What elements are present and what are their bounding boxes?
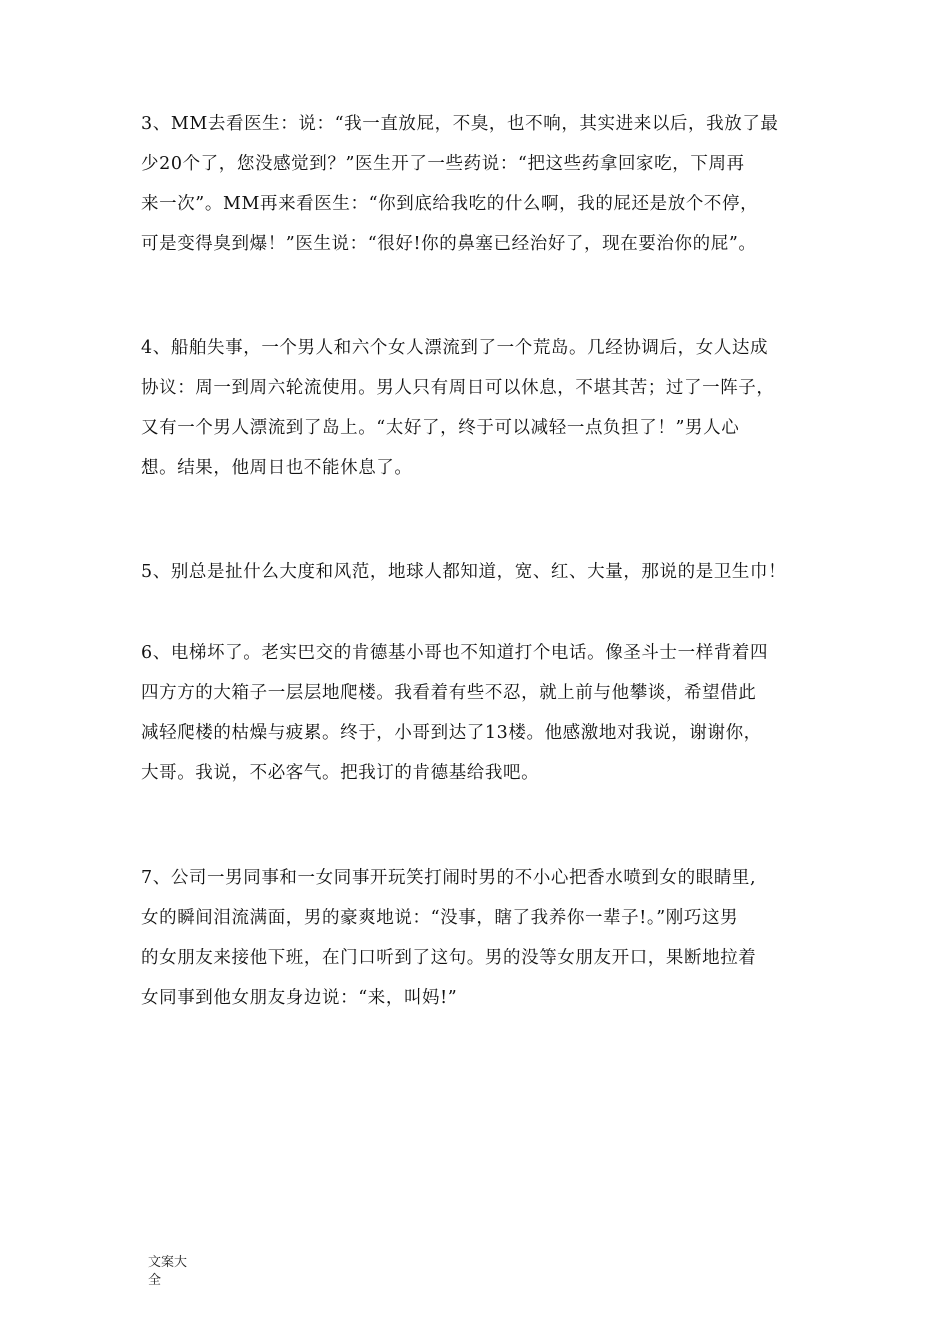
paragraph-line: 6、电梯坏了。老实巴交的肯德基小哥也不知道打个电话。像圣斗士一样背着四: [141, 643, 769, 663]
paragraph-line: 4、船舶失事，一个男人和六个女人漂流到了一个荒岛。几经协调后，女人达成: [141, 338, 769, 358]
joke-paragraph-4: [141, 328, 831, 488]
paragraph-line: 协议：周一到周六轮流使用。男人只有周日可以休息，不堪其苦；过了一阵子，: [141, 378, 775, 398]
paragraph-line: 四方方的大箱子一层层地爬楼。我看着有些不忍，就上前与他攀谈，希望借此: [141, 683, 757, 703]
paragraph-line: 女的瞬间泪流满面，男的豪爽地说：“没事，瞎了我养你一辈子!。”刚巧这男: [141, 908, 739, 928]
paragraph-line: 3、MM去看医生：说：“我一直放屁，不臭，也不响，其实进来以后，我放了最: [141, 114, 779, 134]
paragraph-line: 的女朋友来接他下班，在门口听到了这句。男的没等女朋友开口，果断地拉着: [141, 948, 757, 968]
paragraph-line: 女同事到他女朋友身边说：“来，叫妈!”: [141, 988, 458, 1008]
footer-watermark: [148, 1254, 208, 1290]
paragraph-line: 来一次”。MM再来看医生：“你到底给我吃的什么啊，我的屁还是放个不停，: [141, 194, 759, 214]
joke-paragraph-7: [141, 858, 831, 1018]
paragraph-line: 大哥。我说，不必客气。把我订的肯德基给我吧。: [141, 763, 540, 783]
footer-line: 文案大: [148, 1255, 188, 1270]
paragraph-line: 7、公司一男同事和一女同事开玩笑打闹时男的不小心把香水喷到女的眼睛里,: [141, 868, 757, 888]
paragraph-line: 又有一个男人漂流到了岛上。“太好了，终于可以减轻一点负担了！”男人心: [141, 418, 740, 438]
joke-paragraph-5: [141, 552, 831, 592]
paragraph-line: 可是变得臭到爆！”医生说：“很好!你的鼻塞已经治好了，现在要治你的屁”。: [141, 234, 757, 254]
paragraph-line: 5、别总是扯什么大度和风范，地球人都知道，宽、红、大量，那说的是卫生巾！: [141, 562, 787, 582]
joke-paragraph-3: [141, 104, 831, 264]
paragraph-line: 想。结果，他周日也不能休息了。: [141, 458, 413, 478]
paragraph-line: 少20个了，您没感觉到？”医生开了一些药说：“把这些药拿回家吃，下周再: [141, 154, 745, 174]
joke-paragraph-6: [141, 633, 831, 793]
footer-line: 全: [148, 1273, 162, 1288]
paragraph-line: 减轻爬楼的枯燥与疲累。终于，小哥到达了13楼。他感激地对我说，谢谢你，: [141, 723, 762, 743]
